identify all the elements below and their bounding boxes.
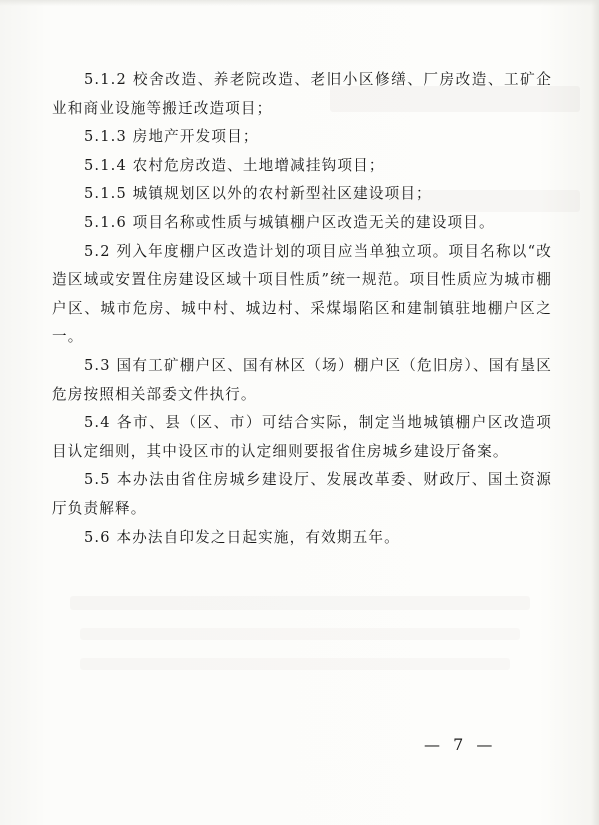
- paragraph-5-5: 5.5 本办法由省住房城乡建设厅、发展改革委、财政厅、国土资源厅负责解释。: [52, 471, 552, 517]
- paragraph-5-4: 5.4 各市、县（区、市）可结合实际，制定当地城镇棚户区改造项目认定细则，其中设区市的认定细则要报省住房城乡建设厅备案。: [52, 414, 552, 460]
- page-number: — 7 —: [424, 735, 497, 754]
- bleed-through-bottom-2: [80, 628, 520, 640]
- paragraph-5-2: 5.2 列入年度棚户区改造计划的项目应当单独立项。项目名称以“改造区域或安置住房建设区域十项目性质”统一规范。项目性质应为城市棚户区、城市危房、城中村、城边村、采煤塌陷区和建制镇驻地棚户区之一。: [52, 242, 552, 346]
- paragraph-5-1-2: 5.1.2 校舍改造、养老院改造、老旧小区修缮、厂房改造、工矿企业和商业设施等搬迁改造项目；: [52, 71, 552, 117]
- paragraph-5-1-5: 5.1.5 城镇规划区以外的农村新型社区建设项目；: [84, 185, 432, 203]
- scan-shadow-right: [591, 0, 599, 825]
- scan-shadow-top: [0, 0, 599, 6]
- paragraph-5-6: 5.6 本办法自印发之日起实施，有效期五年。: [84, 528, 400, 546]
- bleed-through-bottom: [70, 596, 530, 610]
- paragraph-5-1-4: 5.1.4 农村危房改造、土地增减挂钩项目；: [84, 156, 385, 174]
- document-body: [52, 66, 552, 552]
- paragraph-5-1-6: 5.1.6 项目名称或性质与城镇棚户区改造无关的建设项目。: [84, 213, 495, 231]
- paragraph-5-3: 5.3 国有工矿棚户区、国有林区（场）棚户区（危旧房）、国有垦区危房按照相关部委文件执行。: [52, 356, 552, 403]
- bleed-through-bottom-3: [80, 658, 510, 670]
- paragraph-5-1-3: 5.1.3 房地产开发项目；: [84, 128, 259, 146]
